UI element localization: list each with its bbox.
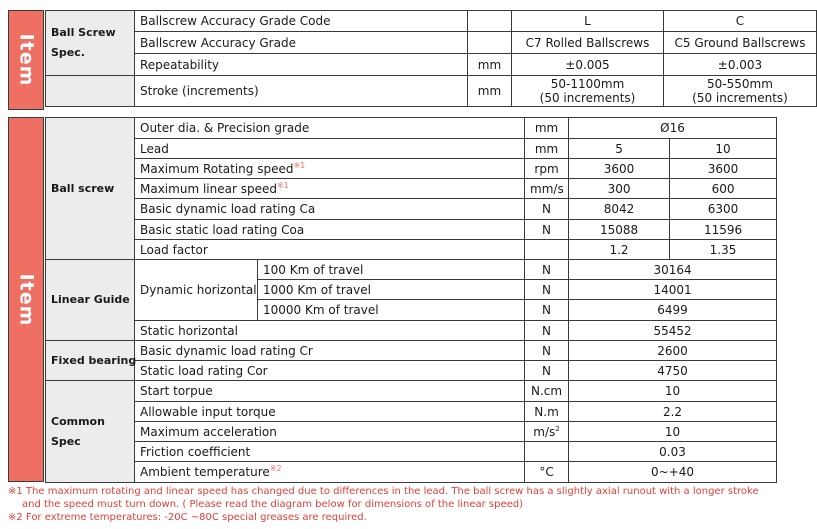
row-label: Dynamic horizontal (135, 260, 258, 321)
unit-cell: rpm (525, 159, 569, 179)
side-label-bottom (8, 117, 44, 482)
value-cell: 11596 (670, 220, 777, 240)
row-label: Maximum acceleration (135, 422, 525, 442)
row-label: Outer dia. & Precision grade (135, 118, 525, 139)
value-cell: 4750 (569, 361, 777, 381)
value-cell: C7 Rolled Ballscrews (512, 32, 664, 54)
row-label: Start torpue (135, 381, 525, 402)
category-cell (46, 381, 135, 483)
table-row (46, 54, 817, 76)
table-row (46, 260, 777, 280)
value-cell: 5 (569, 139, 670, 159)
unit-cell: N.m (525, 402, 569, 422)
note-mark: ※2 (269, 464, 282, 473)
value-cell: 3600 (569, 159, 670, 179)
value-line: 50-1100mm (550, 77, 625, 91)
unit-cell: N (525, 220, 569, 240)
unit-cell: N (525, 361, 569, 381)
row-sublabel: 10000 Km of travel (258, 300, 525, 321)
row-label (135, 462, 525, 483)
row-label-text: Ambient temperature (140, 465, 270, 479)
note-mark: ※1 (293, 160, 306, 170)
table-row (46, 11, 817, 32)
value-cell: 10 (670, 139, 777, 159)
value-cell: Ø16 (569, 118, 777, 139)
value-cell: 2.2 (569, 402, 777, 422)
value-cell: ±0.005 (512, 54, 664, 76)
table-row (46, 361, 777, 381)
unit-cell: °C (525, 462, 569, 483)
value-line: (50 increments) (692, 91, 788, 105)
row-label: Ballscrew Accuracy Grade (135, 32, 468, 54)
value-cell: 15088 (569, 220, 670, 240)
value-line: (50 increments) (539, 91, 636, 105)
value-cell: 30164 (569, 260, 777, 280)
table-row (46, 199, 777, 220)
value-cell: 6499 (569, 300, 777, 321)
category-label: Spec. (51, 46, 85, 59)
table-row (46, 179, 777, 199)
footnote-2: ※2 For extreme temperatures: -20C ~80C special greases are required. (8, 512, 367, 523)
value-cell: 0~+40 (569, 462, 777, 483)
row-label: Basic static load rating Coa (135, 220, 525, 240)
unit-cell: N (525, 260, 569, 280)
value-cell: 10 (569, 422, 777, 442)
row-label: Basic dynamic load rating Ca (135, 199, 525, 220)
value-line: 50-550mm (707, 77, 773, 91)
row-label-text: Maximum linear speed (140, 181, 277, 196)
unit-cell: N (525, 280, 569, 300)
unit-cell (525, 422, 569, 442)
value-cell: 2600 (569, 341, 777, 361)
unit-cell (468, 11, 512, 32)
value-cell: L (512, 11, 664, 32)
unit-exponent: 2 (555, 424, 560, 433)
category-cell: Fixed bearing (46, 341, 135, 381)
table-row (46, 32, 817, 54)
unit-text: m/s (533, 424, 556, 439)
value-cell: 14001 (569, 280, 777, 300)
table-row (46, 402, 777, 422)
side-label-text: Item (15, 273, 37, 326)
category-cell (46, 11, 135, 76)
unit-cell: mm (525, 139, 569, 159)
row-label: Load factor (135, 240, 525, 260)
category-label: Common (51, 414, 105, 428)
side-label-top (8, 10, 44, 110)
row-label: Static load rating Cor (135, 361, 525, 381)
value-cell (512, 76, 664, 107)
row-label-text: Lead (140, 141, 169, 156)
row-sublabel: 100 Km of travel (258, 260, 525, 280)
category-cell: Ball screw (46, 118, 135, 260)
value-cell: 55452 (569, 321, 777, 341)
category-cell: Linear Guide (46, 260, 135, 341)
value-cell: 0.03 (569, 442, 777, 462)
value-cell: 600 (670, 179, 777, 199)
row-label-text: Maximum Rotating speed (140, 161, 294, 176)
unit-cell: mm (468, 76, 512, 107)
unit-cell: N (525, 199, 569, 220)
table-row (46, 220, 777, 240)
side-label-text: Item (15, 33, 37, 87)
unit-cell: mm (525, 118, 569, 139)
row-label: Ballscrew Accuracy Grade Code (135, 11, 468, 32)
value-cell: 3600 (670, 159, 777, 179)
value-cell: ±0.003 (664, 54, 817, 76)
table-row (46, 341, 777, 361)
footnote-1-line-1: ※1 The maximum rotating and linear speed has changed due to differences in the lead. The ball screw has a slightly axial runout with a longer stroke (8, 486, 759, 497)
main-spec-table (45, 117, 777, 483)
unit-cell: mm (468, 54, 512, 76)
table-row (46, 422, 777, 442)
unit-cell (468, 32, 512, 54)
row-label: Stroke (increments) (135, 76, 468, 107)
value-cell: 1.2 (569, 240, 670, 260)
value-cell: 10 (569, 381, 777, 402)
row-label: Static horizontal (135, 321, 525, 341)
row-label (135, 139, 525, 159)
unit-cell: N (525, 300, 569, 321)
value-cell: 1.35 (670, 240, 777, 260)
table-row (46, 76, 817, 107)
row-label: Allowable input torque (135, 402, 525, 422)
table-row (46, 321, 777, 341)
note-mark: ※1 (276, 180, 289, 190)
table-row (46, 462, 777, 483)
table-row (46, 118, 777, 139)
row-label: Basic dynamic load rating Cr (135, 341, 525, 361)
table-row (46, 240, 777, 260)
value-cell: C5 Ground Ballscrews (664, 32, 817, 54)
footnote-1-line-2: and the speed must turn down. ( Please read the diagram below for dimensions of the linear speed) (22, 499, 524, 510)
row-sublabel: 1000 Km of travel (258, 280, 525, 300)
unit-cell: N (525, 341, 569, 361)
category-label: Spec (51, 434, 81, 448)
unit-cell (525, 240, 569, 260)
unit-cell: N (525, 321, 569, 341)
value-cell: 8042 (569, 199, 670, 220)
table-row (46, 159, 777, 179)
category-label: Ball Screw (51, 26, 116, 39)
value-cell: 300 (569, 179, 670, 199)
unit-cell: mm/s (525, 179, 569, 199)
table-row (46, 139, 777, 159)
value-cell: C (664, 11, 817, 32)
category-cell (46, 76, 135, 107)
table-row (46, 381, 777, 402)
row-label: Friction coefficient (135, 442, 525, 462)
table-row (46, 442, 777, 462)
unit-cell (525, 442, 569, 462)
row-label (135, 179, 525, 199)
ball-screw-spec-table (45, 10, 817, 107)
value-cell (664, 76, 817, 107)
row-label: Repeatability (135, 54, 468, 76)
value-cell: 6300 (670, 199, 777, 220)
unit-cell: N.cm (525, 381, 569, 402)
row-label (135, 159, 525, 179)
